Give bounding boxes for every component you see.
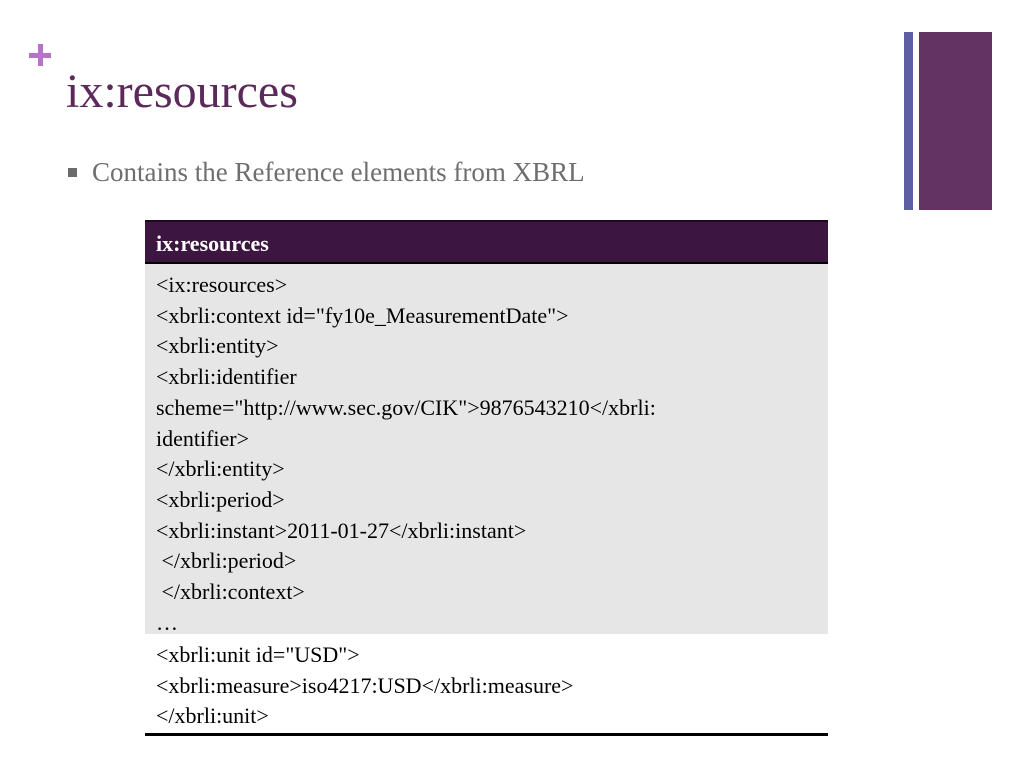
decorative-bar-thin bbox=[904, 32, 913, 210]
table-row bbox=[145, 634, 828, 736]
code-table bbox=[145, 220, 828, 736]
code-line: <xbrli:period> bbox=[156, 486, 285, 512]
code-line: </xbrli:unit> bbox=[156, 703, 269, 729]
bullet-text: Contains the Reference elements from XBRL bbox=[92, 157, 585, 187]
bullet-item bbox=[68, 152, 585, 192]
square-bullet-icon bbox=[68, 168, 77, 177]
slide-title: ix:resources bbox=[66, 65, 298, 118]
code-line: <ix:resources> bbox=[156, 272, 288, 297]
table-row bbox=[145, 264, 828, 634]
code-line: <xbrli:instant>2011-01-27</xbrli:instant> bbox=[156, 517, 527, 543]
code-line: <xbrli:unit id="USD"> bbox=[156, 642, 360, 667]
code-line: </xbrli:context> bbox=[156, 579, 305, 605]
decorative-bar-thick bbox=[919, 32, 992, 210]
code-line: identifier> bbox=[156, 425, 250, 451]
code-line: <xbrli:measure>iso4217:USD</xbrli:measure> bbox=[156, 672, 574, 698]
code-line: scheme="http://www.sec.gov/CIK">9876543210</xbrli: bbox=[156, 394, 656, 420]
code-line: <xbrli:identifier bbox=[156, 364, 297, 390]
code-line: … bbox=[156, 609, 178, 635]
code-line: <xbrli:entity> bbox=[156, 333, 279, 359]
code-line: <xbrli:context id="fy10e_MeasurementDate"> bbox=[156, 302, 569, 328]
code-line: </xbrli:period> bbox=[156, 548, 297, 574]
table-header: ix:resources bbox=[145, 220, 828, 264]
plus-icon bbox=[27, 40, 57, 70]
code-line: </xbrli:entity> bbox=[156, 456, 285, 482]
